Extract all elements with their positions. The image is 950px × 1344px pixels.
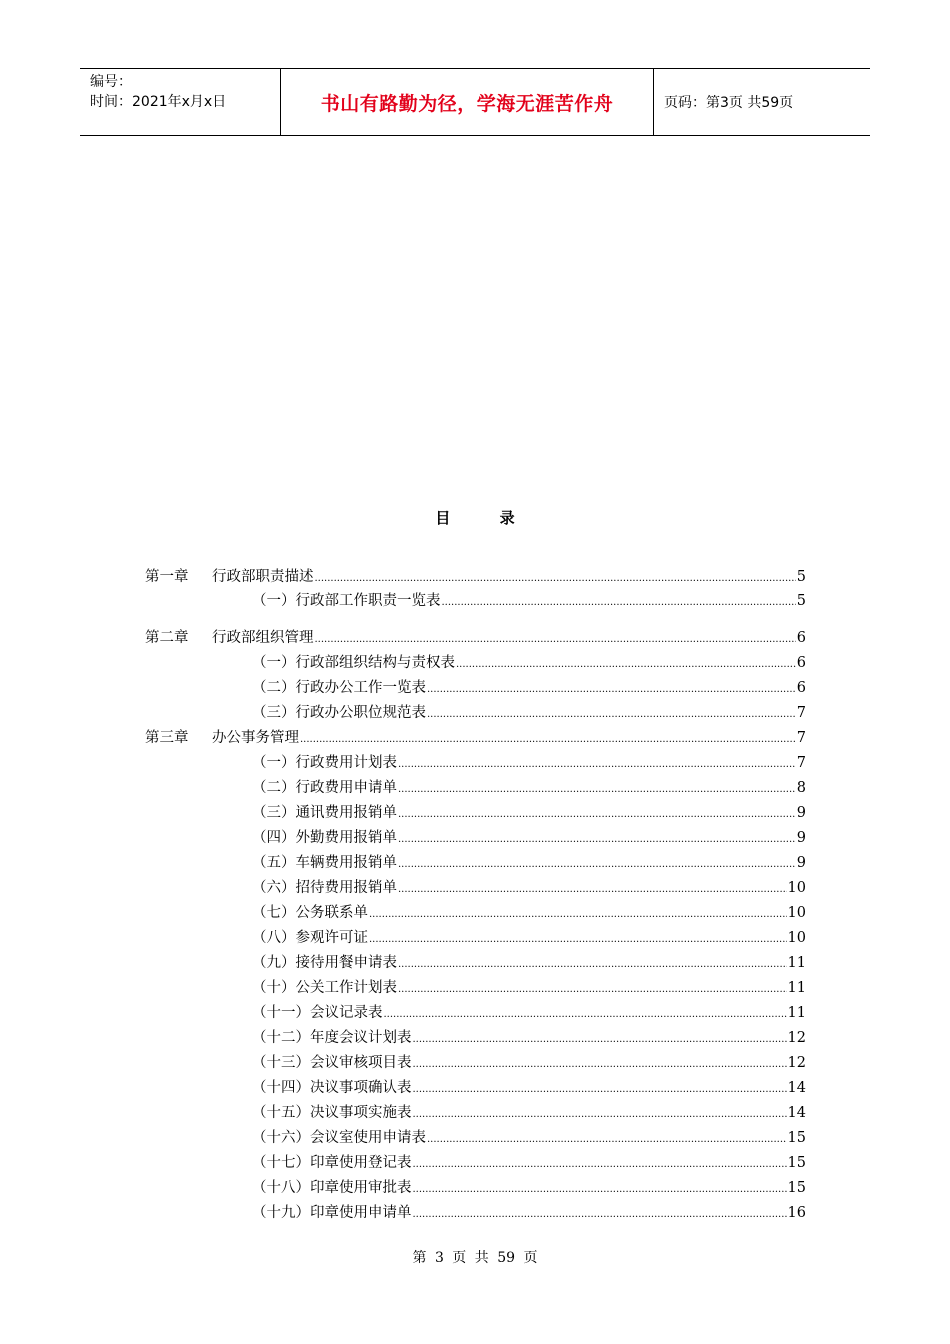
toc-entry-label: （十一）会议记录表 (252, 1005, 383, 1021)
toc-dot-leader (384, 1008, 787, 1022)
toc-entry-label: 行政部组织管理 (212, 630, 314, 646)
toc-page-number: 7 (796, 705, 806, 721)
toc-entry (145, 726, 806, 748)
toc-dot-leader (427, 708, 796, 722)
document-date: 时间：2021年x月x日 (90, 94, 227, 110)
toc-entry-label: 行政部职责描述 (212, 569, 314, 585)
toc-dot-leader (398, 883, 787, 897)
toc-dot-leader (413, 1183, 787, 1197)
toc-entry-label: （五）车辆费用报销单 (252, 855, 397, 871)
toc-entry-label: （一）行政部工作职责一览表 (252, 593, 441, 609)
toc-page-number: 6 (796, 630, 806, 646)
toc-page-number: 7 (796, 730, 806, 746)
toc-entry (252, 901, 806, 923)
toc-entry-label: （八）参观许可证 (252, 930, 368, 946)
toc-page-number: 6 (796, 655, 806, 671)
toc-page-number: 11 (787, 955, 806, 971)
toc-dot-leader (413, 1033, 787, 1047)
document-number-label: 编号： (90, 74, 132, 90)
toc-entry (252, 651, 806, 673)
toc-entry (252, 801, 806, 823)
toc-entry (252, 1001, 806, 1023)
toc-entry (252, 676, 806, 698)
toc-dot-leader (315, 572, 796, 586)
toc-entry (252, 1101, 806, 1123)
toc-entry (252, 926, 806, 948)
toc-page-number: 7 (796, 755, 806, 771)
toc-page-number: 15 (787, 1180, 806, 1196)
toc-chapter-number: 第二章 (145, 630, 189, 646)
toc-entry (252, 1201, 806, 1223)
toc-entry (145, 565, 806, 587)
toc-entry (252, 1026, 806, 1048)
toc-entry-label: （六）招待费用报销单 (252, 880, 397, 896)
toc-entry-label: （十八）印章使用审批表 (252, 1180, 412, 1196)
toc-dot-leader (413, 1058, 787, 1072)
toc-dot-leader (413, 1208, 787, 1222)
toc-entry (252, 851, 806, 873)
toc-page-number: 5 (796, 593, 806, 609)
toc-dot-leader (369, 933, 787, 947)
toc-entry-label: （七）公务联系单 (252, 905, 368, 921)
toc-dot-leader (398, 833, 796, 847)
toc-page-number: 16 (787, 1205, 806, 1221)
toc-entry-label: （十九）印章使用申请单 (252, 1205, 412, 1221)
toc-page-number: 15 (787, 1155, 806, 1171)
toc-entry-label: （十六）会议室使用申请表 (252, 1130, 426, 1146)
toc-entry-label: （一）行政部组织结构与责权表 (252, 655, 455, 671)
toc-page-number: 6 (796, 680, 806, 696)
toc-dot-leader (398, 983, 787, 997)
toc-chapter-number: 第三章 (145, 730, 189, 746)
toc-entry (252, 1051, 806, 1073)
toc-page-number: 14 (787, 1105, 806, 1121)
toc-entry (252, 976, 806, 998)
toc-entry-label: （一）行政费用计划表 (252, 755, 397, 771)
toc-entry-label: （十三）会议审核项目表 (252, 1055, 412, 1071)
toc-entry-label: （三）行政办公职位规范表 (252, 705, 426, 721)
toc-dot-leader (427, 683, 796, 697)
toc-chapter-number: 第一章 (145, 569, 189, 585)
toc-title: 目 录 (435, 509, 537, 527)
toc-page-number: 15 (787, 1130, 806, 1146)
header-meta (80, 69, 281, 135)
toc-page-number: 10 (787, 905, 806, 921)
toc-entry (252, 776, 806, 798)
toc-dot-leader (398, 808, 796, 822)
toc-entry (252, 701, 806, 723)
toc-dot-leader (442, 596, 796, 610)
toc-dot-leader (315, 633, 796, 647)
toc-entry-label: （十七）印章使用登记表 (252, 1155, 412, 1171)
toc-page-number: 11 (787, 980, 806, 996)
header-motto: 书山有路勤为径，学海无涯苦作舟 (281, 69, 654, 135)
toc-entry-label: （九）接待用餐申请表 (252, 955, 397, 971)
toc-dot-leader (427, 1133, 787, 1147)
toc-entry-label: （十四）决议事项确认表 (252, 1080, 412, 1096)
toc-entry (252, 1176, 806, 1198)
toc-dot-leader (398, 783, 796, 797)
toc-page-number: 12 (787, 1030, 806, 1046)
toc-page-number: 11 (787, 1005, 806, 1021)
toc-entry-label: （十）公关工作计划表 (252, 980, 397, 996)
toc-dot-leader (456, 658, 796, 672)
toc-dot-leader (398, 858, 796, 872)
toc-entry (252, 1126, 806, 1148)
toc-entry (145, 626, 806, 648)
toc-dot-leader (413, 1108, 787, 1122)
toc-page-number: 10 (787, 880, 806, 896)
toc-dot-leader (398, 758, 796, 772)
toc-entry (252, 1151, 806, 1173)
toc-entry-label: （十五）决议事项实施表 (252, 1105, 412, 1121)
toc-page-number: 9 (796, 855, 806, 871)
toc-entry (252, 951, 806, 973)
header-page-info: 页码：第3页 共59页 (664, 95, 794, 111)
toc-page-number: 9 (796, 805, 806, 821)
toc-entry (252, 876, 806, 898)
toc-page-number: 8 (796, 780, 806, 796)
toc-entry (252, 826, 806, 848)
toc-page-number: 9 (796, 830, 806, 846)
toc-dot-leader (398, 958, 787, 972)
toc-entry-label: （十二）年度会议计划表 (252, 1030, 412, 1046)
toc-dot-leader (413, 1158, 787, 1172)
toc-entry (252, 751, 806, 773)
page-footer: 第 3 页 共 59 页 (412, 1250, 538, 1266)
toc-entry-label: （二）行政费用申请单 (252, 780, 397, 796)
toc-page-number: 5 (796, 569, 806, 585)
toc-entry-label: （三）通讯费用报销单 (252, 805, 397, 821)
toc-dot-leader (300, 733, 796, 747)
toc-page-number: 12 (787, 1055, 806, 1071)
toc-entry (252, 589, 806, 611)
toc-dot-leader (369, 908, 787, 922)
toc-entry-label: 办公事务管理 (212, 730, 299, 746)
page-header (80, 68, 870, 136)
toc-entry-label: （二）行政办公工作一览表 (252, 680, 426, 696)
toc-page-number: 10 (787, 930, 806, 946)
toc-page-number: 14 (787, 1080, 806, 1096)
toc-entry (252, 1076, 806, 1098)
toc-entry-label: （四）外勤费用报销单 (252, 830, 397, 846)
toc-dot-leader (413, 1083, 787, 1097)
